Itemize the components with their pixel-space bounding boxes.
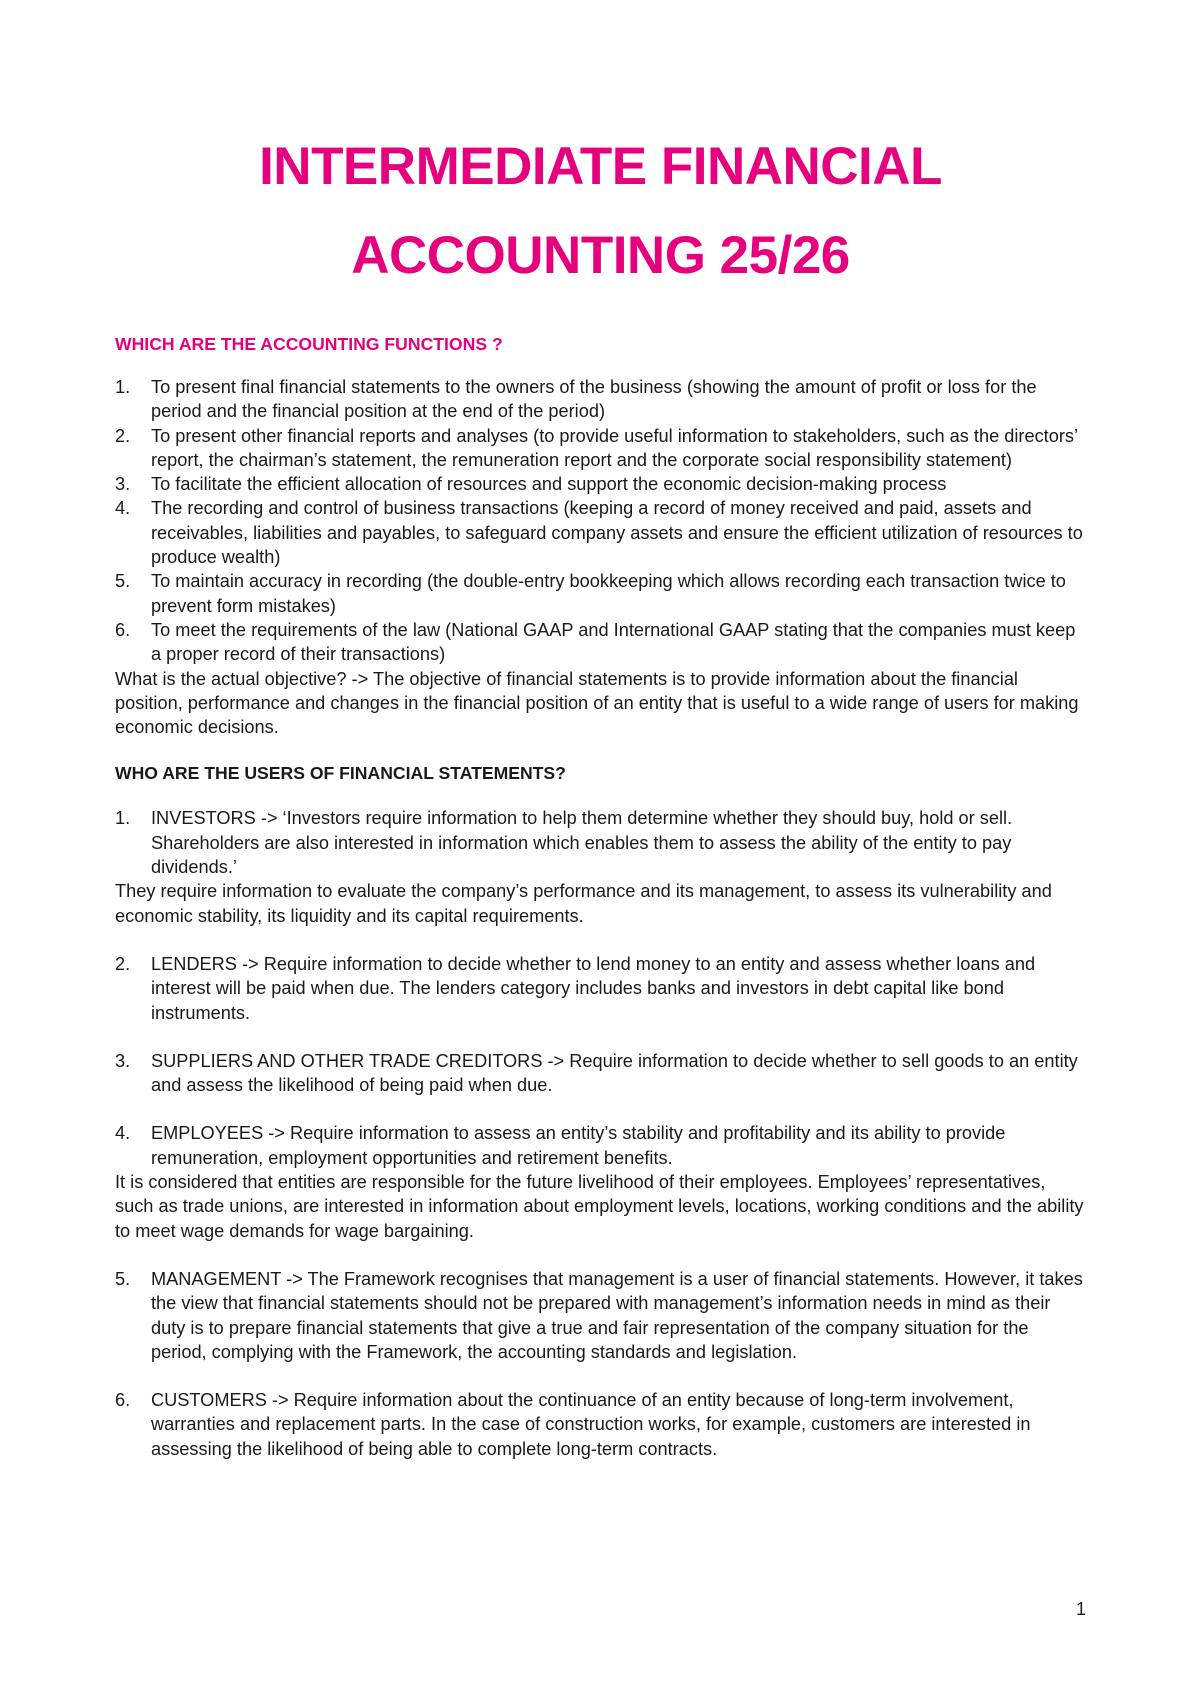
list-item xyxy=(115,1388,1086,1461)
title-line-2: ACCOUNTING 25/26 xyxy=(351,226,850,285)
user-entry-note: They require information to evaluate the company’s performance and its management, to assess its vulnerability and economic stability, its liquidity and its capital requirements. xyxy=(115,881,1052,926)
list-item xyxy=(115,424,1086,473)
list-number: 6. xyxy=(115,619,131,640)
section-heading-accounting-functions: WHICH ARE THE ACCOUNTING FUNCTIONS ? xyxy=(115,334,503,354)
list-item-text: SUPPLIERS AND OTHER TRADE CREDITORS -> Require information to decide whether to sell goods to an entity and assess the likelihood of being paid when due. xyxy=(151,1050,1078,1096)
list-item xyxy=(115,375,1086,424)
list-item xyxy=(115,496,1086,569)
list-number: 5. xyxy=(115,1268,131,1289)
user-entry-investors xyxy=(115,806,1086,927)
list-number: 5. xyxy=(115,571,131,592)
list-item-text: To present final financial statements to the owners of the business (showing the amount of profit or loss for the period and the financial position at the end of the period) xyxy=(151,377,1037,422)
user-entry-note: It is considered that entities are responsible for the future livelihood of their employees. Employees’ representatives, such as trade unions, are interested in information about employment levels, locations, working conditions and the ability to meet wage demands for wage bargaining. xyxy=(115,1172,1084,1241)
document-title xyxy=(115,0,1086,300)
objective-paragraph: What is the actual objective? -> The objective of financial statements is to provide information about the financial position, performance and changes in the financial position of an entity that is useful to a wide range of users for making economic decisions. xyxy=(115,668,1079,738)
list-item xyxy=(115,569,1086,618)
list-item-text: To present other financial reports and analyses (to provide useful information to stakeholders, such as the directors’ report, the chairman’s statement, the remuneration report and the corporate social responsibility statement) xyxy=(151,425,1078,470)
title-line-1: INTERMEDIATE FINANCIAL xyxy=(259,137,942,196)
list-number: 4. xyxy=(115,1123,131,1144)
list-item xyxy=(115,618,1086,667)
user-entry-employees xyxy=(115,1121,1086,1242)
list-number: 1. xyxy=(115,377,131,397)
list-number: 2. xyxy=(115,425,131,446)
list-item-text: The recording and control of business transactions (keeping a record of money received and paid, assets and receivables, liabilities and payables, to safeguard company assets and ensure the efficient utilization of resources to produce wealth) xyxy=(151,498,1083,568)
list-item xyxy=(115,1121,1086,1170)
page-number: 1 xyxy=(1075,1599,1086,1619)
list-item-text: LENDERS -> Require information to decide whether to lend money to an entity and assess whether loans and interest will be paid when due. The lenders category includes banks and investors in debt capital like bond instruments. xyxy=(151,953,1036,1023)
list-number: 4. xyxy=(115,498,131,519)
accounting-functions-list xyxy=(115,375,1086,667)
user-entry-lenders xyxy=(115,952,1086,1025)
list-item xyxy=(115,952,1086,1025)
list-item-text: To facilitate the efficient allocation of resources and support the economic decision-making process xyxy=(151,474,947,495)
list-number: 6. xyxy=(115,1390,131,1411)
list-number: 1. xyxy=(115,808,131,829)
list-item xyxy=(115,1049,1086,1098)
list-item-text: MANAGEMENT -> The Framework recognises that management is a user of financial statements. However, it takes the view that financial statements should not be prepared with management’s information needs in mind as their duty is to prepare financial statements that give a true and fair representation of the company situation for the period, complying with the Framework, the accounting standards and legislation. xyxy=(151,1268,1083,1362)
list-item-text: To meet the requirements of the law (National GAAP and International GAAP stating that the companies must keep a proper record of their transactions) xyxy=(151,619,1076,665)
list-item-text: INVESTORS -> ‘Investors require information to help them determine whether they should buy, hold or sell. Shareholders are also interested in information which enables them to assess the ability of the entity to pay dividends.’ xyxy=(151,808,1013,878)
list-item xyxy=(115,1267,1086,1364)
list-item-text: EMPLOYEES -> Require information to assess an entity’s stability and profitability and its ability to provide remuneration, employment opportunities and retirement benefits. xyxy=(151,1123,1006,1168)
list-number: 2. xyxy=(115,953,131,974)
list-item xyxy=(115,472,1086,496)
users-list xyxy=(115,806,1086,1461)
user-entry-management xyxy=(115,1267,1086,1364)
list-item-text: To maintain accuracy in recording (the double-entry bookkeeping which allows recording each transaction twice to prevent form mistakes) xyxy=(151,571,1066,616)
user-entry-customers xyxy=(115,1388,1086,1461)
user-entry-suppliers xyxy=(115,1049,1086,1098)
list-number: 3. xyxy=(115,1050,131,1071)
list-number: 3. xyxy=(115,474,131,495)
section-heading-users: WHO ARE THE USERS OF FINANCIAL STATEMENTS? xyxy=(115,763,566,784)
list-item xyxy=(115,806,1086,879)
list-item-text: CUSTOMERS -> Require information about the continuance of an entity because of long-term involvement, warranties and replacement parts. In the case of construction works, for example, customers are interested in assessing the likelihood of being able to complete long-term contracts. xyxy=(151,1390,1031,1459)
